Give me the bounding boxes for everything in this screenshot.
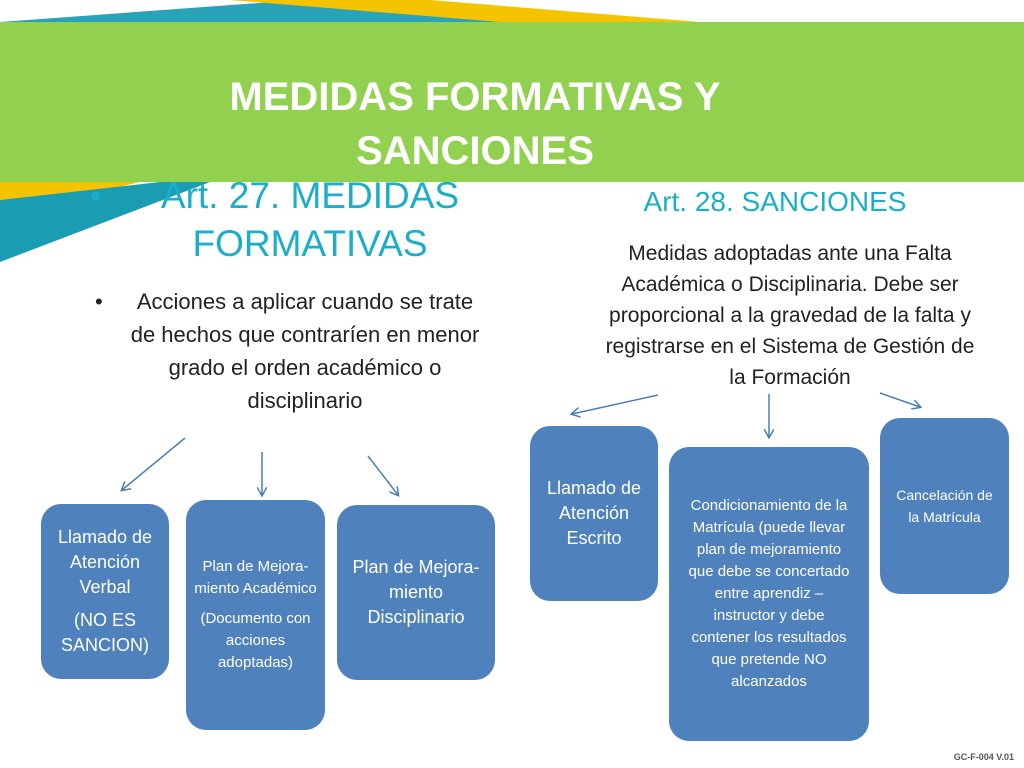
footer-code: GC-F-004 V.01 — [953, 752, 1014, 762]
box-label: Cancelación de la Matrícula — [896, 487, 993, 525]
box-condicionamiento — [669, 447, 869, 741]
page-title: MEDIDAS FORMATIVAS Y SANCIONES — [229, 75, 721, 173]
box-label: Llamado de Atención Escrito — [546, 478, 642, 548]
right-heading: Art. 28. SANCIONES — [643, 186, 907, 217]
box-label: Plan de Mejora-miento Académico — [194, 558, 317, 597]
box-label: Condicionamiento de la Matrícula (puede llevar plan de mejoramiento que debe se concertado entre aprendiz – instructor y debe contener los resultados que pretende NO alcanzados — [688, 497, 850, 690]
right-description: Medidas adoptadas ante una Falta Académica o Disciplinaria. Debe ser proporcional a la gravedad de la falta y registrarse en el Sistema de Gestión de la Formación — [605, 242, 975, 389]
left-heading-text: Art. 27. MEDIDAS FORMATIVAS — [160, 175, 460, 264]
box-label: Plan de Mejora-miento Disciplinario — [352, 557, 480, 627]
bullet-icon: • — [95, 289, 103, 314]
box-cancelacion — [880, 418, 1009, 594]
box-llamado-verbal — [41, 504, 169, 679]
left-description-text: Acciones a aplicar cuando se trate de hechos que contraríen en menor grado el orden académico o disciplinario — [130, 289, 480, 413]
box-plan-disciplinario — [337, 505, 495, 680]
arrow-right-3 — [880, 393, 920, 407]
arrow-left-3 — [368, 456, 398, 495]
box-note: (Documento con acciones adoptadas) — [200, 610, 311, 671]
box-plan-academico — [186, 500, 325, 730]
bullet-icon: • — [90, 178, 102, 214]
box-label: Llamado de Atención Verbal — [57, 527, 153, 597]
box-llamado-escrito — [530, 426, 658, 601]
arrow-right-1 — [572, 395, 658, 414]
box-note: (NO ES SANCION) — [60, 610, 149, 655]
arrow-left-1 — [122, 438, 185, 490]
